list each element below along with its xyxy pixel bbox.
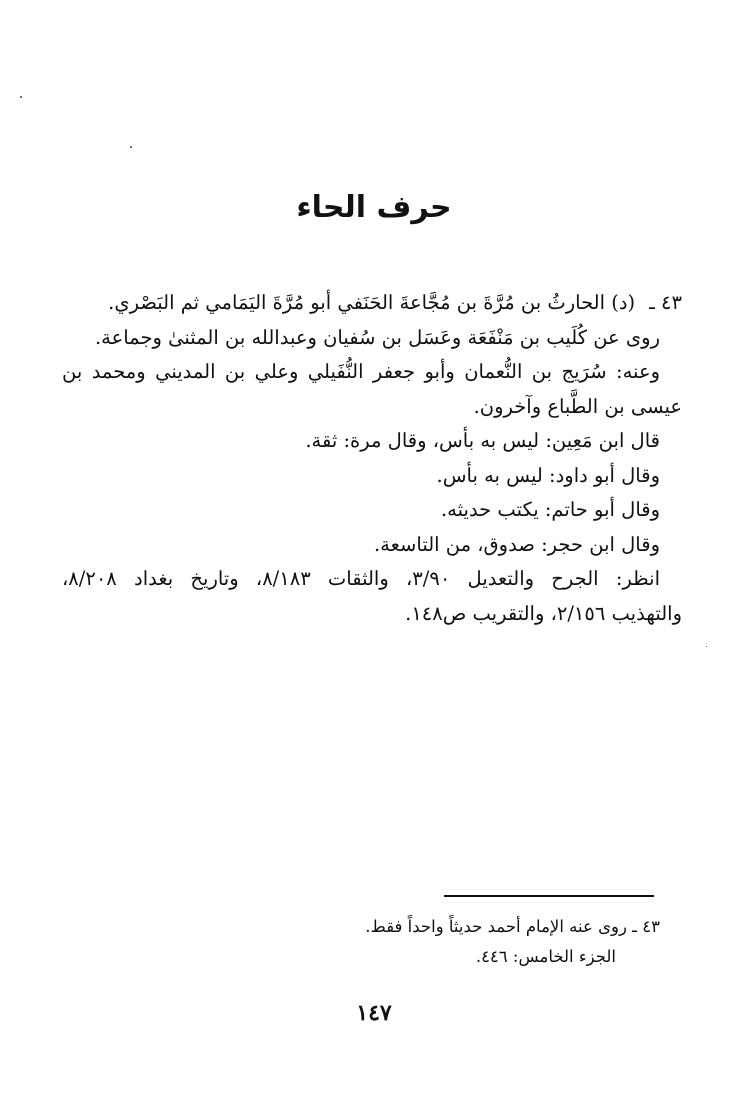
entry-line-5: قال ابن مَعِين: ليس به بأس، وقال مرة: ثقة. <box>305 429 660 452</box>
scan-speck <box>130 146 132 148</box>
entry-title-text: (د) الحارثُ بن مُرَّةَ بن مُجَّاعةَ الحَنَفي أبو مُرَّةَ اليَمَامي ثم البَصْري. <box>108 291 636 314</box>
entry-line-2: روى عن كُلَيب بن مَنْفَعَة وعَسَل بن سُفيان وعبدالله بن المثنىٰ وجماعة. <box>94 325 660 349</box>
entry-line-4: عيسى بن الطَّباع وآخرون. <box>473 394 682 418</box>
page-number: ١٤٧ <box>356 1000 392 1026</box>
entry-line-10: والتهذيب ٢/١٥٦، والتقريب ص١٤٨. <box>405 601 682 625</box>
entry-line-6: وقال أبو داود: ليس به بأس. <box>436 463 660 487</box>
section-heading: حرف الحاء <box>296 190 452 225</box>
footnotes <box>300 912 660 972</box>
scan-speck <box>20 96 22 98</box>
footnote-1: ٤٣ ـ روى عنه الإمام أحمد حديثاً واحداً فقط. <box>365 917 660 936</box>
biography-entry <box>62 286 682 631</box>
scan-speck <box>706 646 707 647</box>
entry-line-9: انظر: الجرح والتعديل ٣/٩٠، والثقات ٨/١٨٣، وتاريخ بغداد ٨/٢٠٨، <box>62 567 661 590</box>
entry-line-7: وقال أبو حاتم: يكتب حديثه. <box>440 498 660 521</box>
footnote-2: الجزء الخامس: ٤٤٦. <box>475 947 616 966</box>
entry-line-8: وقال ابن حجر: صدوق، من التاسعة. <box>373 532 660 556</box>
entry-number: ٤٣ ـ <box>649 291 682 314</box>
footnote-separator <box>444 895 654 897</box>
entry-line-1 <box>62 286 682 321</box>
entry-line-3: وعنه: سُرَيج بن النُّعمان وأبو جعفر النُّفَيلي وعلي بن المديني ومحمد بن <box>62 360 660 383</box>
